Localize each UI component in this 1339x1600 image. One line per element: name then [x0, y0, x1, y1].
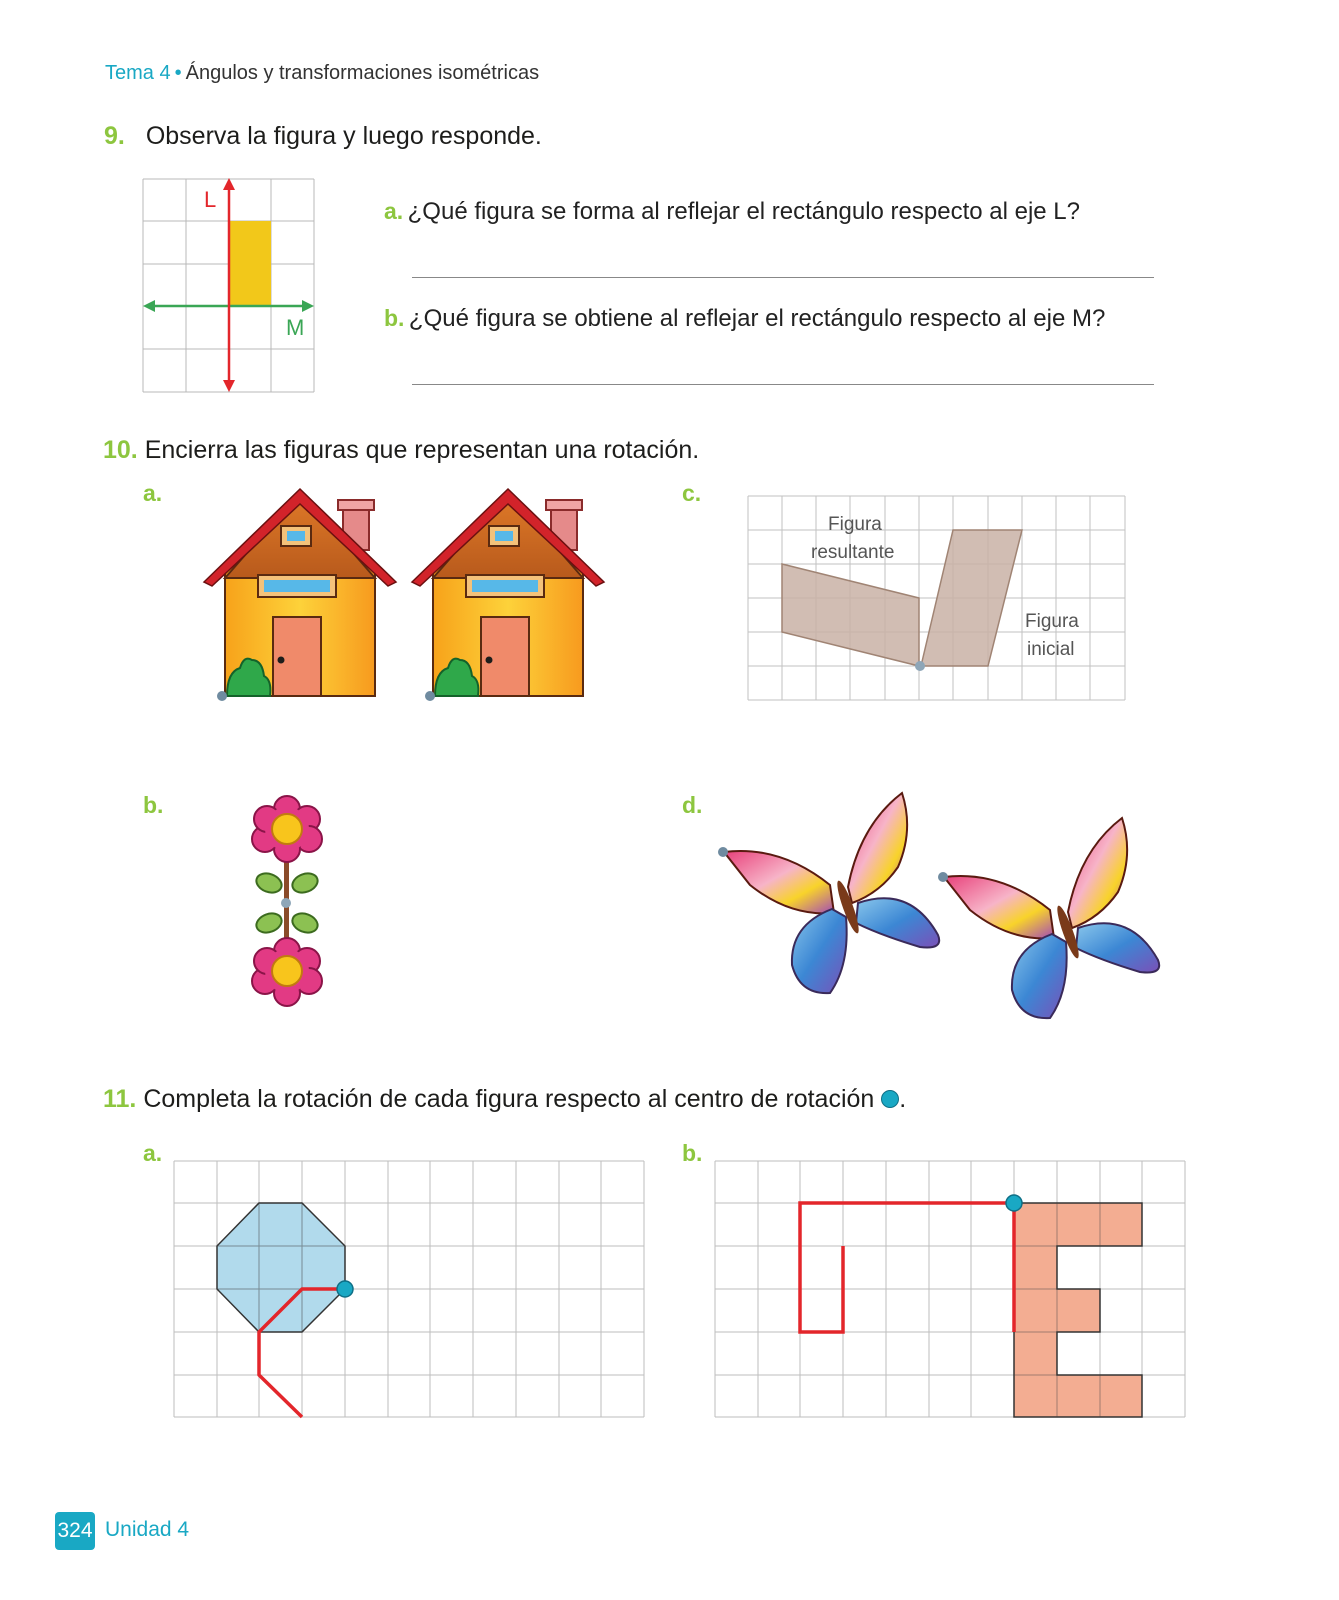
result-label-1: Figura: [828, 514, 882, 535]
page-header: [105, 62, 539, 85]
rotation-center-a: [337, 1281, 353, 1297]
initial-label-2: inicial: [1027, 639, 1075, 660]
red-path-b: [800, 1203, 1014, 1332]
q9-b-label: b.: [384, 305, 405, 331]
result-label-2: resultante: [811, 542, 895, 563]
butterfly-right: [938, 818, 1159, 1018]
q10-heading: [103, 436, 699, 465]
q10-title: Encierra las figuras que representan una rotación.: [144, 436, 700, 464]
initial-label-1: Figura: [1025, 611, 1079, 632]
q10-c-label: c.: [682, 480, 702, 506]
q10-a-houses[interactable]: [200, 480, 610, 710]
page-number: 324: [55, 1512, 95, 1550]
house-right: [412, 489, 604, 701]
topic-title: Ángulos y transformaciones isométricas: [185, 62, 540, 84]
letter-e-shape: [1014, 1203, 1142, 1417]
q9-item-a: [384, 198, 1080, 226]
q11-number: 11.: [103, 1085, 137, 1113]
q10-d-label: d.: [682, 792, 703, 818]
axis-m-label: M: [286, 315, 305, 340]
header-separator: •: [174, 62, 182, 84]
q9-b-question: ¿Qué figura se obtiene al reflejar el rectángulo respecto al eje M?: [408, 305, 1106, 332]
q10-b-label: b.: [143, 792, 164, 818]
q11-b-grid[interactable]: [712, 1158, 1188, 1422]
q10-d-butterflies[interactable]: [710, 785, 1170, 1025]
rotation-center-b: [1006, 1195, 1022, 1211]
q9-item-b: [384, 305, 1105, 333]
flower-top: [252, 796, 322, 862]
q10-a-label: a.: [143, 480, 163, 506]
q11-a-label: a.: [143, 1140, 163, 1166]
q9-a-label: a.: [384, 198, 404, 224]
axis-l-label: L: [204, 187, 217, 212]
q9-title: Observa la figura y luego responde.: [145, 122, 542, 150]
q11-a-grid[interactable]: [171, 1158, 647, 1422]
q9-heading: [104, 122, 542, 151]
q11-b-label: b.: [682, 1140, 703, 1166]
q9-grid-figure: [140, 175, 320, 397]
q9-number: 9.: [104, 122, 125, 150]
q11-heading: [103, 1085, 906, 1114]
unit-label: Unidad 4: [105, 1518, 190, 1541]
flower-bottom: [252, 938, 322, 1006]
q11-title: Completa la rotación de cada figura respecto al centro de rotación: [143, 1085, 875, 1113]
q11-title-end: .: [899, 1085, 907, 1113]
q10-c-grid-figure[interactable]: [745, 493, 1130, 705]
octagon: [217, 1203, 345, 1332]
rotation-center-icon: [881, 1090, 899, 1108]
q9-b-answer-line[interactable]: [412, 384, 1154, 385]
q10-b-flowers[interactable]: [245, 795, 329, 1010]
q10-number: 10.: [103, 436, 138, 464]
q9-a-question: ¿Qué figura se forma al reflejar el rectángulo respecto al eje L?: [407, 198, 1080, 225]
topic-number: Tema 4: [105, 62, 171, 84]
yellow-rectangle: [229, 221, 271, 306]
butterfly-left: [718, 793, 939, 993]
q9-a-answer-line[interactable]: [412, 277, 1154, 278]
house-left: [204, 489, 396, 701]
